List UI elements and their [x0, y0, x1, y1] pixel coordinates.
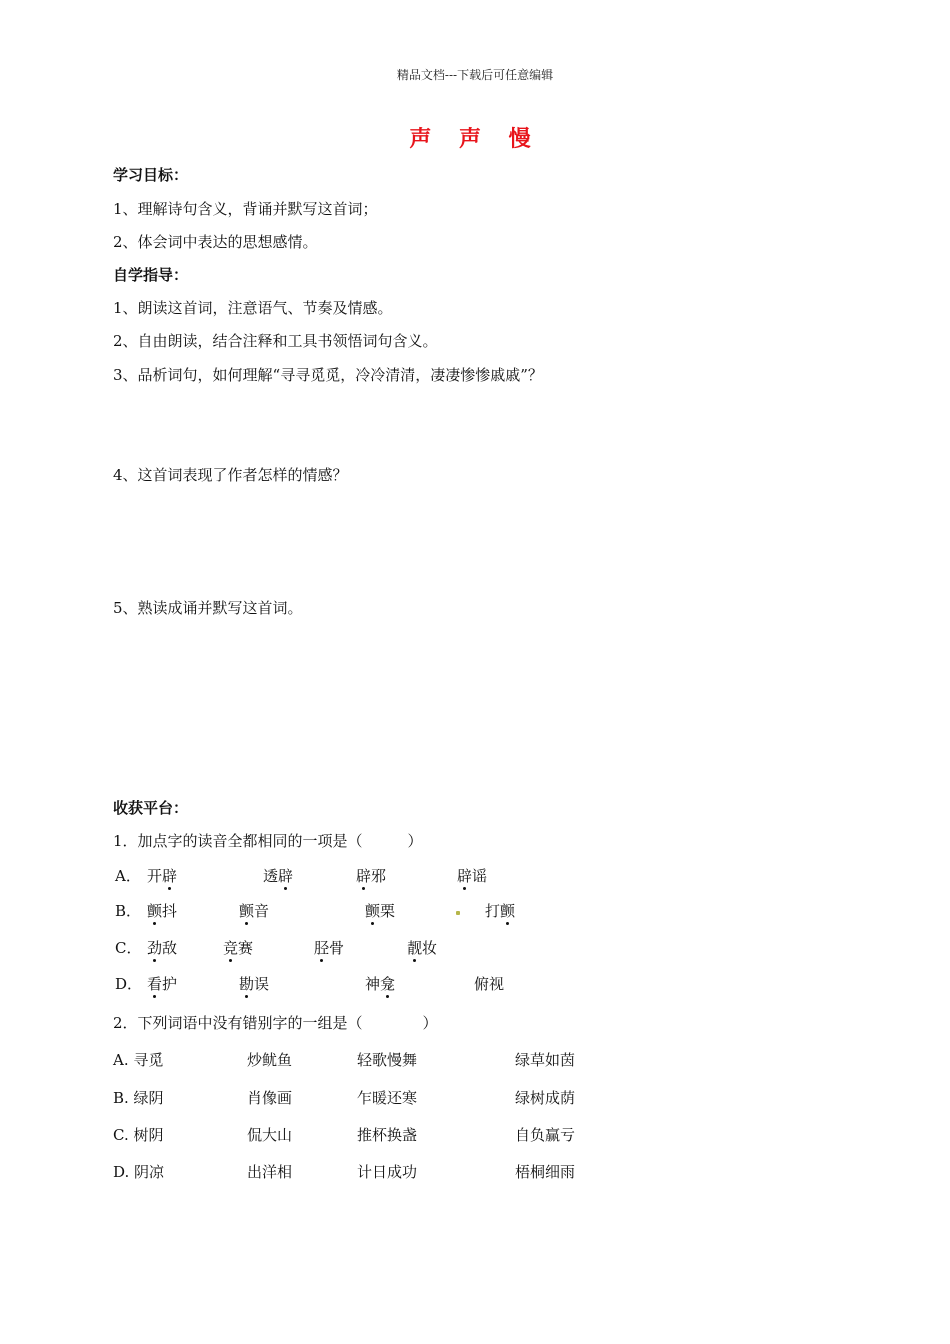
question-1-stem: 1．加点字的读音全都相同的一项是（ ） — [113, 832, 423, 850]
option-word: 乍暖还寒 — [357, 1089, 418, 1107]
dotted-character: 辟 — [457, 867, 473, 885]
word-suffix: 骨 — [329, 939, 345, 957]
word-suffix: 敌 — [162, 939, 178, 957]
word-suffix: 音 — [254, 902, 270, 920]
page-header: 精品文档---下载后可任意编辑 — [396, 68, 554, 82]
dotted-character: 劲 — [147, 939, 163, 957]
option-label: A． — [115, 867, 141, 885]
option-word: 出洋相 — [247, 1163, 293, 1181]
goal-item: 2、体会词中表达的思想感情。 — [113, 233, 318, 251]
dotted-character: 胫 — [314, 939, 330, 957]
option-word — [474, 973, 504, 994]
option-word — [239, 900, 269, 921]
option-word: 炒鱿鱼 — [247, 1051, 293, 1069]
guide-item: 4、这首词表现了作者怎样的情感？ — [113, 466, 348, 484]
option-word — [147, 973, 177, 994]
word-suffix: 误 — [254, 975, 270, 993]
option-first-word: C. 树阴 — [113, 1126, 164, 1144]
option-word — [239, 973, 269, 994]
guide-heading: 自学指导： — [113, 266, 189, 284]
option-word: 轻歌慢舞 — [357, 1051, 418, 1069]
dotted-character: 靓 — [407, 939, 423, 957]
option-word — [147, 937, 177, 958]
option-word: 计日成功 — [357, 1163, 418, 1181]
dotted-character: 颤 — [365, 902, 381, 920]
dotted-character: 勘 — [239, 975, 255, 993]
word-suffix: 谣 — [472, 867, 488, 885]
option-word: 侃大山 — [247, 1126, 293, 1144]
dotted-character: 颤 — [239, 902, 255, 920]
option-word: 自负赢亏 — [515, 1126, 576, 1144]
option-first-word: A. 寻觅 — [113, 1051, 164, 1069]
word-prefix: 打 — [485, 902, 501, 920]
option-word — [365, 973, 395, 994]
guide-item: 5、熟读成诵并默写这首词。 — [113, 599, 303, 617]
dotted-character: 俯视 — [474, 975, 505, 993]
goals-heading: 学习目标： — [113, 166, 189, 184]
dotted-character: 龛 — [380, 975, 396, 993]
option-word: 绿草如茵 — [515, 1051, 576, 1069]
dotted-character: 看 — [147, 975, 163, 993]
option-word: 绿树成荫 — [515, 1089, 576, 1107]
dotted-character: 颤 — [147, 902, 163, 920]
word-prefix: 透 — [263, 867, 279, 885]
option-label: B． — [115, 902, 142, 920]
harvest-heading: 收获平台： — [113, 799, 189, 817]
option-word — [365, 900, 395, 921]
option-word — [356, 865, 386, 886]
word-suffix: 赛 — [238, 939, 254, 957]
guide-item: 3、品析词句，如何理解“寻寻觅觅，冷冷清清，凄凄惨惨戚戚”？ — [113, 366, 543, 384]
option-word — [147, 900, 177, 921]
option-word — [314, 937, 344, 958]
word-prefix: 开 — [147, 867, 163, 885]
dotted-character: 颤 — [500, 902, 516, 920]
dotted-character: 辟 — [162, 867, 178, 885]
option-word: 肖像画 — [247, 1089, 293, 1107]
question-2-stem: 2．下列词语中没有错别字的一组是（ ） — [113, 1014, 438, 1032]
option-word: 推杯换盏 — [357, 1126, 418, 1144]
option-word: 梧桐细雨 — [515, 1163, 576, 1181]
option-label: D． — [115, 975, 143, 993]
option-word — [263, 865, 293, 886]
dotted-character: 辟 — [278, 867, 294, 885]
word-suffix: 妆 — [422, 939, 438, 957]
option-first-word: B. 绿阴 — [113, 1089, 164, 1107]
page-title: 声 声 慢 — [409, 126, 541, 152]
word-suffix: 栗 — [380, 902, 396, 920]
option-word — [407, 937, 437, 958]
option-word — [485, 900, 515, 921]
word-prefix: 神 — [365, 975, 381, 993]
option-word — [457, 865, 487, 886]
goal-item: 1、理解诗句含义，背诵并默写这首词； — [113, 200, 378, 218]
word-suffix: 护 — [162, 975, 178, 993]
dotted-character: 辟 — [356, 867, 372, 885]
guide-item: 1、朗读这首词，注意语气、节奏及情感。 — [113, 299, 393, 317]
word-suffix: 抖 — [162, 902, 178, 920]
guide-item: 2、自由朗读，结合注释和工具书领悟词句含义。 — [113, 332, 438, 350]
option-word — [147, 865, 177, 886]
dotted-character: 竞 — [223, 939, 239, 957]
option-label: C． — [115, 939, 142, 957]
word-suffix: 邪 — [371, 867, 387, 885]
option-word — [223, 937, 253, 958]
stray-mark — [456, 911, 460, 915]
option-first-word: D. 阴凉 — [113, 1163, 165, 1181]
